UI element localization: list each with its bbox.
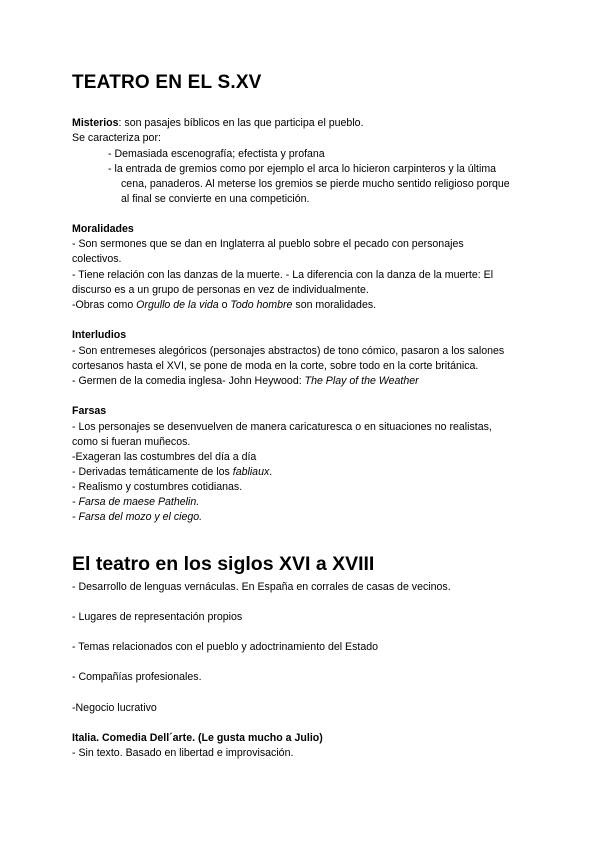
misterios-line2: Se caracteriza por: xyxy=(72,132,161,144)
work-title-play-of-weather: The Play of the Weather xyxy=(304,375,419,387)
siglos-line-2: - Lugares de representación propios xyxy=(72,611,243,623)
farsas-line-3: -Exageran las costumbres del día a día xyxy=(72,451,257,463)
italia-heading: Italia. Comedia Dell´arte. (Le gusta mucho a Julio) xyxy=(72,732,323,744)
moralidades-line-3: - Tiene relación con las danzas de la muerte. - La diferencia con la danza de la muerte: El xyxy=(72,269,494,281)
misterios-intro-text: : son pasajes bíblicos en las que participa el pueblo. xyxy=(118,117,364,129)
misterios-bullet-1: - Demasiada escenografía; efectista y profana xyxy=(108,148,325,160)
siglos-line-3: - Temas relacionados con el pueblo y adoctrinamiento del Estado xyxy=(72,641,379,653)
work-title-todo-hombre: Todo hombre xyxy=(230,299,293,311)
farsas-line-4 xyxy=(72,465,272,480)
heading-teatro-s-xv: TEATRO EN EL S.XV xyxy=(72,72,262,93)
misterios-bullet-2a: - la entrada de gremios como por ejemplo el arca lo hicieron carpinteros y la última xyxy=(108,163,497,175)
moralidades-line-5 xyxy=(72,298,376,313)
moralidades-heading: Moralidades xyxy=(72,223,134,235)
siglos-line-4: - Compañías profesionales. xyxy=(72,671,202,683)
siglos-line-5: -Negocio lucrativo xyxy=(72,702,157,714)
interludios-line-2: cortesanos hasta el XVI, se pone de moda en la corte, sobre todo en la corte británica. xyxy=(72,360,479,372)
misterios-heading: Misterios xyxy=(72,117,119,129)
misterios-bullet-2b: cena, panaderos. Al meterse los gremios se pierde mucho sentido religioso porque xyxy=(121,178,510,190)
farsas-heading: Farsas xyxy=(72,405,107,417)
text-span: - Derivadas temáticamente de los xyxy=(72,466,233,478)
text-span: . xyxy=(269,466,273,478)
farsas-line-7: - Farsa del mozo y el ciego. xyxy=(72,511,203,523)
farsas-line-6: - Farsa de maese Pathelin. xyxy=(72,496,200,508)
misterios-bullet-2c: al final se convierte en una competición. xyxy=(121,193,310,205)
italia-line-1: - Sin texto. Basado en libertad e improvisación. xyxy=(72,747,294,759)
text-span: son moralidades. xyxy=(292,299,377,311)
interludios-line-1: - Son entremeses alegóricos (personajes abstractos) de tono cómico, pasaron a los salones xyxy=(72,345,505,357)
farsas-line-2: como si fueran muñecos. xyxy=(72,436,191,448)
siglos-line-1: - Desarrollo de lenguas vernáculas. En España en corrales de casas de vecinos. xyxy=(72,581,451,593)
misterios-intro xyxy=(72,116,364,131)
text-span: o xyxy=(218,299,231,311)
interludios-heading: Interludios xyxy=(72,329,127,341)
work-title-orgullo: Orgullo de la vida xyxy=(136,299,219,311)
text-span: -Obras como xyxy=(72,299,137,311)
moralidades-line-2: colectivos. xyxy=(72,253,122,265)
farsas-line-1: - Los personajes se desenvuelven de manera caricaturesca o en situaciones no realistas, xyxy=(72,421,492,433)
moralidades-line-4: discurso es a un grupo de personas en vez de individualmente. xyxy=(72,284,369,296)
text-span: - Germen de la comedia inglesa- John Heywood: xyxy=(72,375,305,387)
interludios-line-3 xyxy=(72,374,419,389)
heading-siglos-xvi-xviii: El teatro en los siglos XVI a XVIII xyxy=(72,553,375,575)
term-fabliaux: fabliaux xyxy=(232,466,270,478)
moralidades-line-1: - Son sermones que se dan en Inglaterra al pueblo sobre el pecado con personajes xyxy=(72,238,464,250)
farsas-line-5: - Realismo y costumbres cotidianas. xyxy=(72,481,243,493)
